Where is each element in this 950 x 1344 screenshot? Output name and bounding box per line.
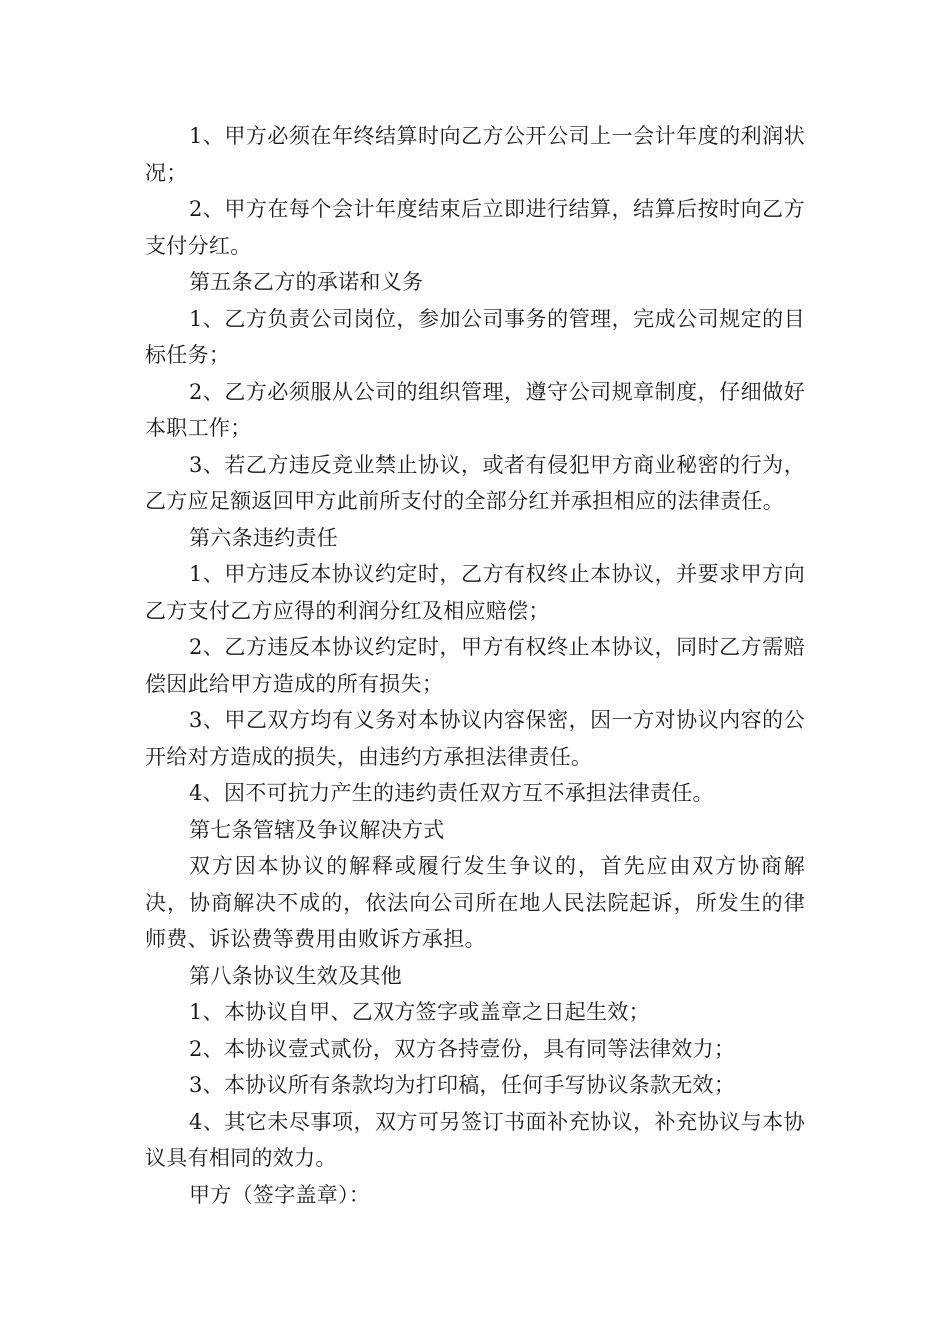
clause-supplementary: 4、其它未尽事项，双方可另签订书面补充协议，补充协议与本协议具有相同的效力。 bbox=[145, 1109, 805, 1170]
clause-dispute-resolution: 双方因本协议的解释或履行发生争议的，首先应由双方协商解决，协商解决不成的，依法向公司所在地人民法院起诉，所发生的律师费、诉讼费等费用由败诉方承担。 bbox=[145, 854, 805, 951]
clause-party-a-breach: 1、甲方违反本协议约定时，乙方有权终止本协议，并要求甲方向乙方支付乙方应得的利润分红及相应赔偿； bbox=[145, 562, 805, 623]
clause-non-compete: 3、若乙方违反竞业禁止协议，或者有侵犯甲方商业秘密的行为，乙方应足额返回甲方此前所支付的全部分红并承担相应的法律责任。 bbox=[145, 452, 805, 513]
clause-copies: 2、本协议壹式贰份，双方各持壹份，具有同等法律效力； bbox=[189, 1036, 736, 1061]
signature-party-a: 甲方（签字盖章）： bbox=[189, 1182, 371, 1207]
clause-force-majeure: 4、因不可抗力产生的违约责任双方互不承担法律责任。 bbox=[189, 781, 714, 805]
clause-dividend-settlement: 2、甲方在每个会计年度结束后立即进行结算，结算后按时向乙方支付分红。 bbox=[145, 197, 805, 258]
clause-effective-date: 1、本协议自甲、乙双方签字或盖章之日起生效； bbox=[189, 1000, 650, 1024]
clause-profit-disclosure: 1、甲方必须在年终结算时向乙方公开公司上一会计年度的利润状况； bbox=[145, 124, 805, 185]
clause-obey-management: 2、乙方必须服从公司的组织管理，遵守公司规章制度，仔细做好本职工作； bbox=[145, 379, 805, 440]
clause-printed-terms: 3、本协议所有条款均为打印稿，任何手写协议条款无效； bbox=[189, 1073, 736, 1097]
document-body bbox=[145, 118, 805, 1213]
clause-confidentiality: 3、甲乙双方均有义务对本协议内容保密，因一方对协议内容的公开给对方造成的损失，由违约方承担法律责任。 bbox=[145, 708, 805, 769]
article-6-heading: 第六条违约责任 bbox=[189, 525, 339, 550]
article-8-heading: 第八条协议生效及其他 bbox=[189, 963, 402, 988]
clause-party-b-breach: 2、乙方违反本协议约定时，甲方有权终止本协议，同时乙方需赔偿因此给甲方造成的所有损失； bbox=[145, 635, 805, 696]
article-5-heading: 第五条乙方的承诺和义务 bbox=[189, 270, 424, 294]
article-7-heading: 第七条管辖及争议解决方式 bbox=[189, 817, 445, 842]
clause-position-duties: 1、乙方负责公司岗位，参加公司事务的管理，完成公司规定的目标任务； bbox=[145, 306, 805, 367]
